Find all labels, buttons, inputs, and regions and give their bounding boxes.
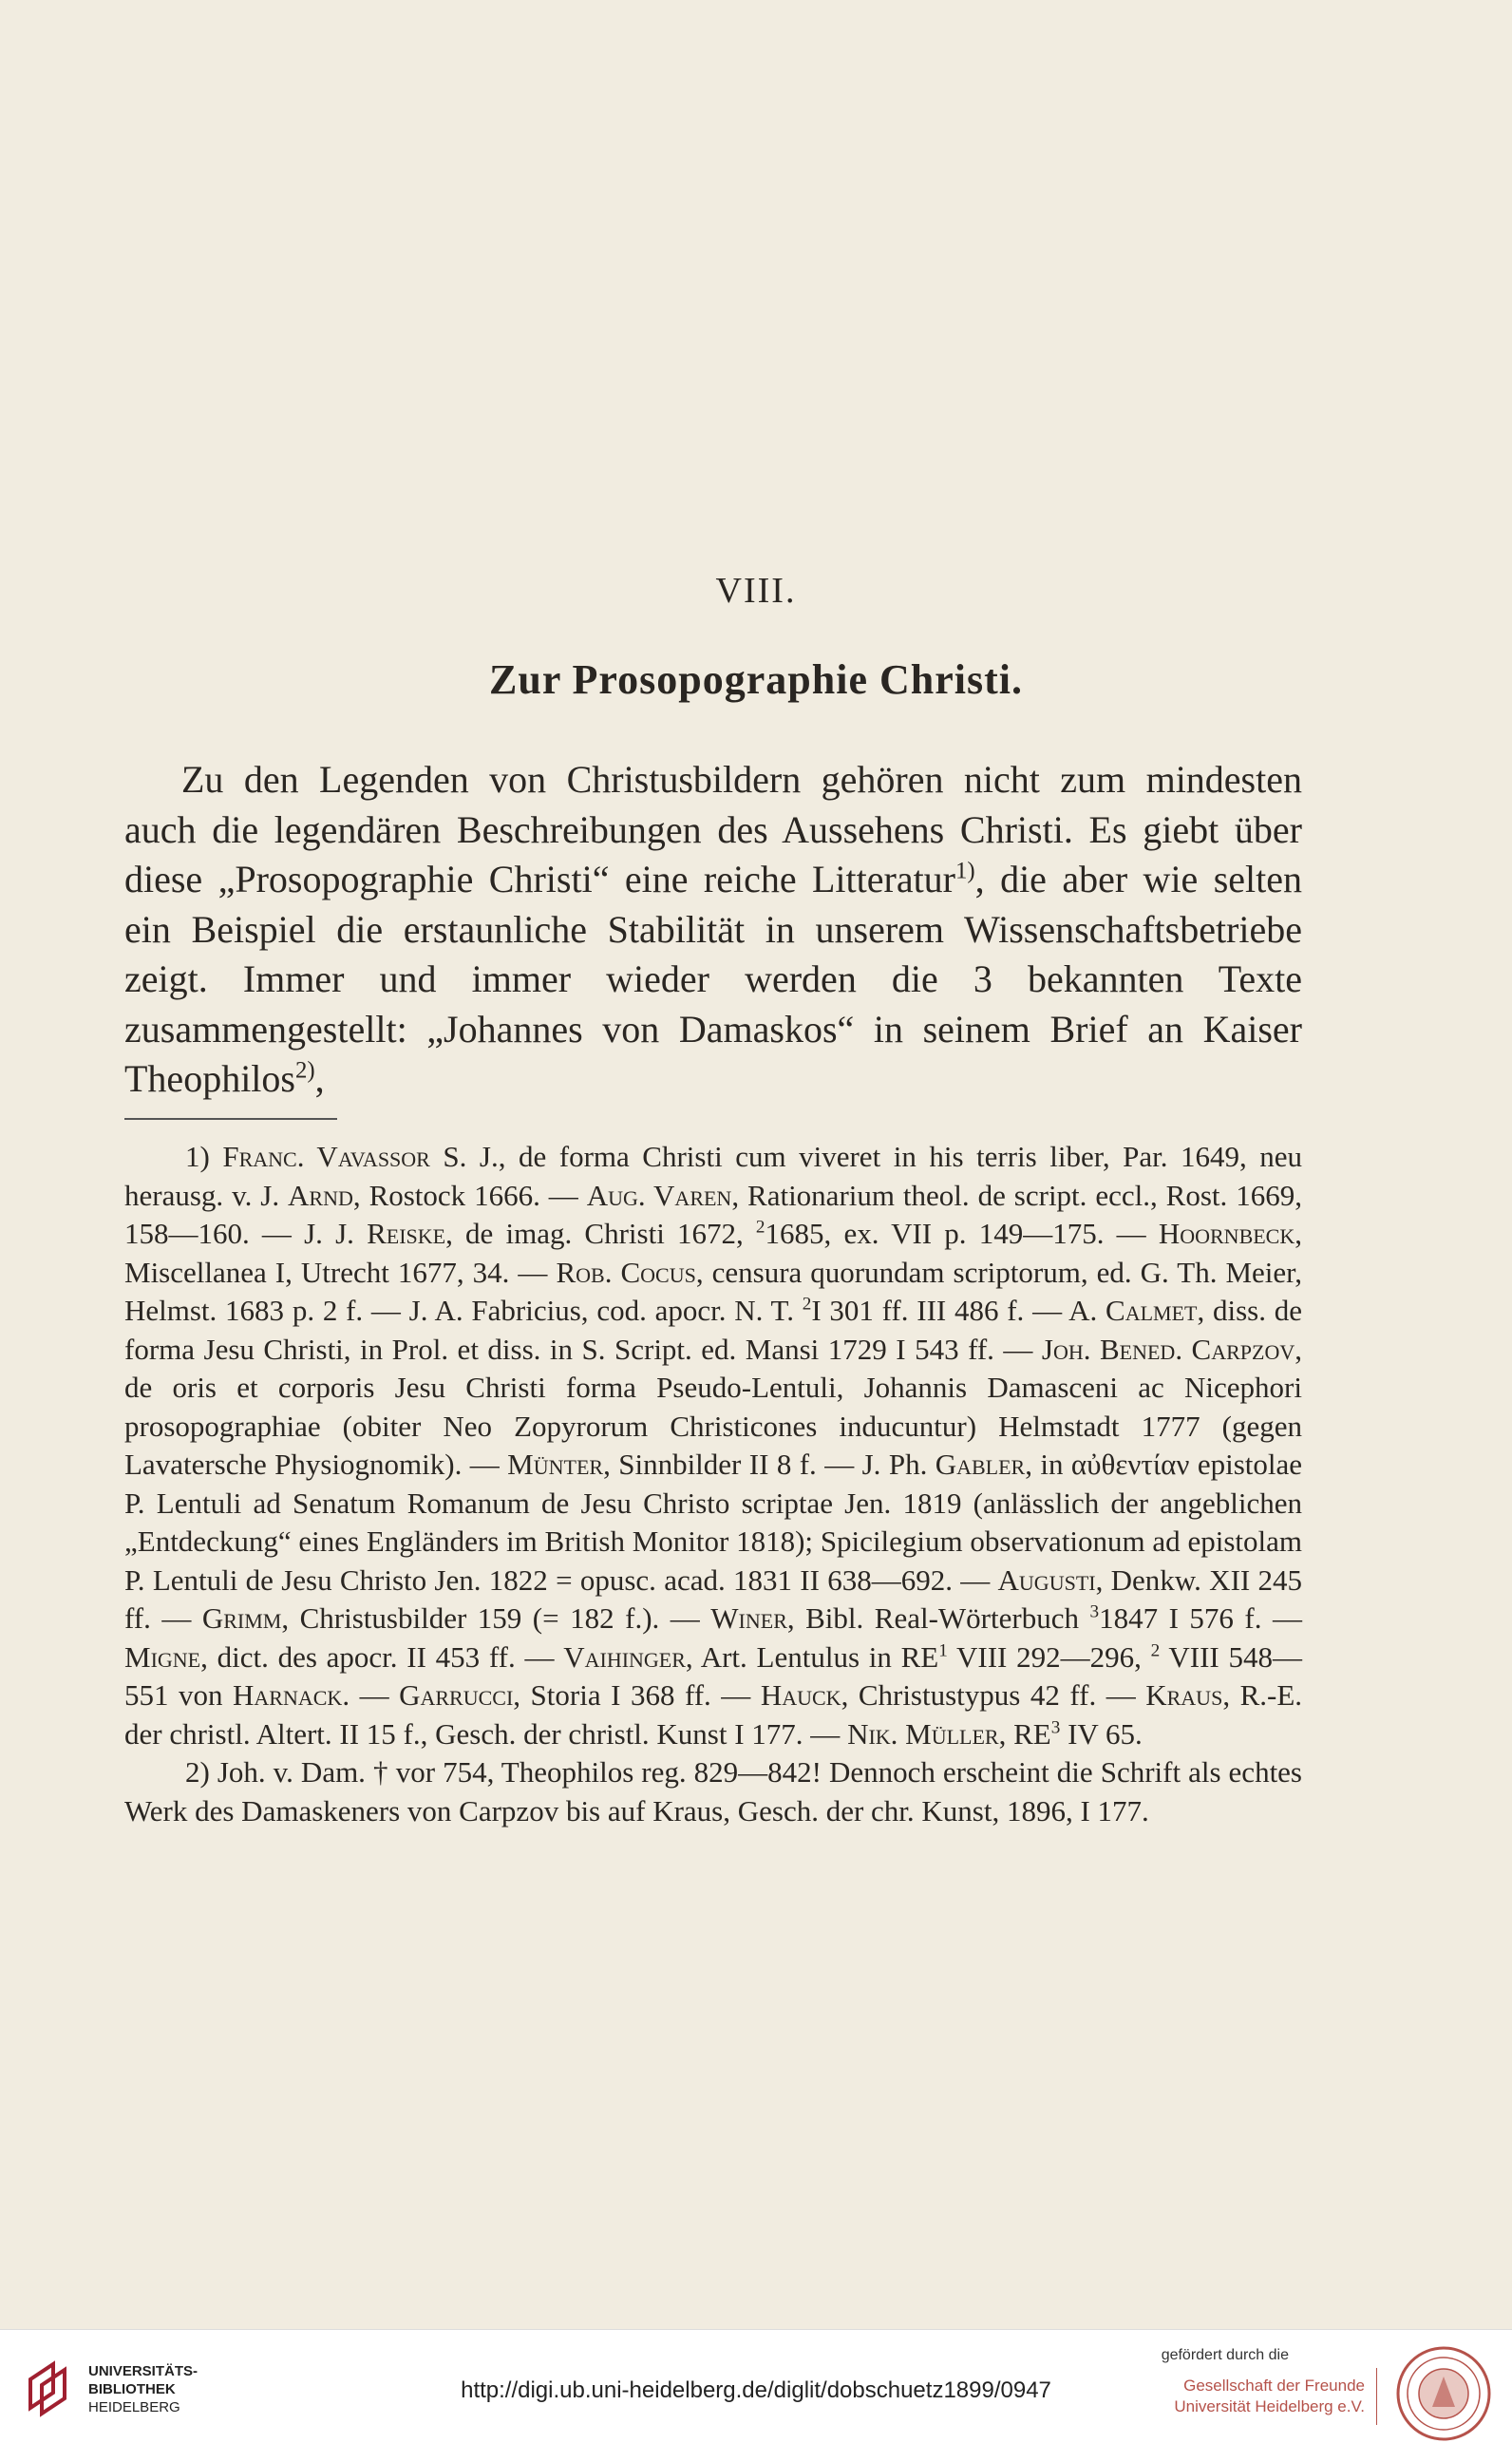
author-name: Hauck	[760, 1678, 841, 1712]
footnote-ref-1[interactable]: 1)	[955, 858, 975, 884]
footnote-ref-2[interactable]: 2)	[294, 1057, 315, 1084]
divider	[1376, 2368, 1377, 2425]
chapter-title: Zur Prosopographie Christi.	[489, 656, 1023, 703]
author-name: Aug. Varen	[586, 1178, 732, 1212]
author-name: Nik. Müller	[847, 1716, 999, 1751]
chapter-number: VIII.	[715, 571, 797, 611]
author-name: Gabler	[935, 1448, 1026, 1481]
body-text-part: , die aber wie selten ein Beispiel die erstaunliche Stabilität in unserem Wissenschaftsbetriebe zeigt. Immer und immer wieder werden die 3 bekannten Texte zusammengestellt: „Johannes von Damaskos“ in seinem Brief an Kaiser Theophilos	[124, 858, 1303, 1100]
sponsor-label: gefördert durch die	[1161, 2347, 1289, 2363]
body-paragraph	[124, 755, 1302, 1105]
author-name: Calmet	[1106, 1294, 1198, 1327]
author-name: Augusti	[997, 1562, 1096, 1597]
author-name: Vaihinger	[563, 1639, 686, 1674]
library-name: UNIVERSITÄTS- BIBLIOTHEK HEIDELBERG	[88, 2363, 198, 2415]
author-name: Hoornbeck	[1158, 1217, 1295, 1250]
author-name: Arnd	[288, 1178, 353, 1212]
footnote-2: 2) Joh. v. Dam. † vor 754, Theophilos reg. 829—842! Dennoch erscheint die Schrift als echtes Werk des Damaskeners von Carpzov bis auf Kraus, Gesch. der chr. Kunst, 1896, I 177.	[124, 1755, 1302, 1828]
author-name: Münter	[507, 1448, 604, 1481]
digitization-footer	[0, 2329, 1512, 2443]
author-name: Kraus	[1145, 1678, 1223, 1712]
university-seal-icon	[1394, 2344, 1493, 2443]
author-name: Franc. Vavassor	[222, 1140, 430, 1173]
author-name: Winer	[710, 1601, 787, 1635]
author-name: Reiske	[367, 1217, 446, 1250]
author-name: Garrucci	[399, 1678, 514, 1712]
permalink-url[interactable]: http://digi.ub.uni-heidelberg.de/diglit/dobschuetz1899/0947	[461, 2377, 1051, 2403]
author-name: Migne	[124, 1639, 201, 1674]
author-name: Grimm	[201, 1601, 282, 1635]
author-name: Rob. Cocus	[556, 1255, 696, 1289]
author-name: Joh. Bened. Carpzov	[1041, 1332, 1295, 1366]
author-name: Harnack	[233, 1678, 343, 1712]
body-text-part: ,	[314, 1057, 325, 1100]
footnote-1: 1) Franc. Vavassor S. J., de forma Christi cum viveret in his terris liber, Par. 1649, neu herausg. v. J. Arnd, Rostock 1666. — Aug. Varen, Rationarium theol. de script. eccl., Rost. 1669, 158—160. — J. J. Reiske, de imag. Christi 1672, $^2$1685, ex. VII p. 149—175. — Hoornbeck, Miscellanea I, Utrecht 1677, 34. — Rob. Cocus, censura quorundam scriptorum, ed. G. Th. Meier, Helmst. 1683 p. 2 f. — J. A. Fabricius, cod. apocr. N. T. $^2$I 301 ff. III 486 f. — A. Calmet, diss. de forma Jesu Christi, in Prol. et diss. in S. Script. ed. Mansi 1729 I 543 ff. — Joh. Bened. Carpzov, de oris et corporis Jesu Christi forma Pseudo-Lentuli, Johannis Damasceni ac Nicephori prosopographiae (obiter Neo Zopyrorum Christicones inducuntur) Helmstadt 1777 (gegen Lavatersche Physiognomik). — Münter, Sinnbilder II 8 f. — J. Ph. Gabler, in αὐθεντίαν epistolae P. Lentuli ad Senatum Romanum de Jesu Christo scriptae Jen. 1819 (anlässlich der angeblichen „Entdeckung“ eines Engländers im British Monitor 1818); Spicilegium observationum ad epistolam P. Lentuli de Jesu Christo Jen. 1822 = opusc. acad. 1831 II 638—692. — Augusti, Denkw. XII 245 ff. — Grimm, Christusbilder 159 (= 182 f.). — Winer, Bibl. Real-Wörterbuch $^3$1847 I 576 f. — Migne, dict. des apocr. II 453 ff. — Vaihinger, Art. Lentulus in $RE^1$ VIII 292—296, $^2$ VIII 548—551 von Harnack. — Garrucci, Storia I 368 ff. — Hauck, Christustypus 42 ff. — Kraus, R.-E. der christl. Altert. II 15 f., Gesch. der christl. Kunst I 177. — Nik. Müller, $RE^3$ IV 65.	[124, 1140, 1303, 1751]
body-text-part: Zu den Legenden von Christusbildern gehören nicht zum mindesten auch die legendären Beschreibungen des Aussehens Christi. Es giebt über diese „Prosopographie Christi“ eine reiche Litteratur	[124, 758, 1302, 900]
sponsor-name: Gesellschaft der Freunde Universität Heidelberg e.V.	[1174, 2377, 1365, 2415]
footnote-divider	[124, 1118, 337, 1120]
footnotes	[124, 1138, 1302, 1830]
